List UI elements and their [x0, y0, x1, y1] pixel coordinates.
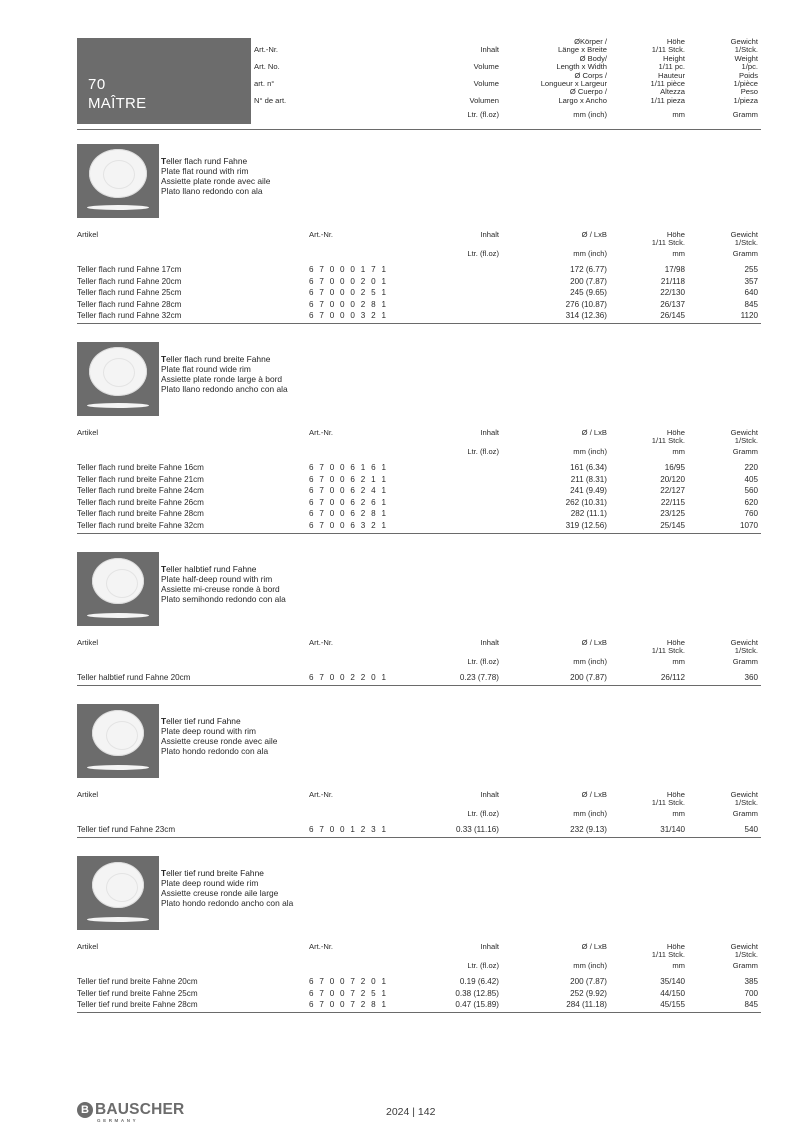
cell-artnr: 6 7 0 0 6 2 8 1 — [309, 509, 388, 519]
col-unit-height: mm — [672, 809, 685, 818]
plate-side-view — [87, 917, 149, 922]
header-label: Gewicht — [730, 37, 758, 46]
table-row — [77, 277, 761, 289]
header-label: Ø Corps / — [574, 70, 607, 80]
col-label-height: Höhe — [666, 942, 685, 951]
col-label-height-sub: 1/11 Stck. — [651, 646, 685, 655]
table-row — [77, 486, 761, 498]
table-row — [77, 989, 761, 1001]
header-height-labels — [617, 38, 685, 105]
plate-top-view — [89, 347, 147, 396]
col-label-height: Höhe — [666, 638, 685, 647]
cell-weight: 845 — [744, 1000, 758, 1010]
table-row — [77, 521, 761, 533]
col-label-height: Höhe — [666, 230, 685, 239]
header-label: Volumen — [469, 95, 499, 105]
cell-weight: 560 — [744, 486, 758, 496]
cell-height: 22/127 — [660, 486, 685, 496]
col-unit-height: mm — [672, 447, 685, 456]
col-label-inhalt: Inhalt — [480, 230, 499, 239]
cell-height: 20/120 — [660, 474, 685, 484]
cell-height: 17/98 — [664, 265, 685, 274]
product-title: Teller tief rund Fahne — [161, 716, 241, 726]
header-label: 1/pc. — [741, 62, 758, 72]
product-translation: Assiette mi-creuse ronde à bord — [161, 584, 280, 594]
product-title: Teller flach rund breite Fahne — [161, 354, 271, 364]
col-unit-dimension: mm (inch) — [573, 657, 607, 666]
header-label: Weight — [734, 53, 758, 63]
table-row — [77, 1000, 761, 1012]
cell-article: Teller flach rund breite Fahne 32cm — [77, 521, 204, 530]
cell-volume: 0.33 (11.16) — [455, 825, 499, 834]
header-label: Poids — [739, 70, 758, 80]
col-unit-dimension: mm (inch) — [573, 961, 607, 970]
series-title-box — [77, 38, 251, 124]
cell-height: 16/95 — [664, 463, 685, 472]
col-label-inhalt: Inhalt — [480, 790, 499, 799]
product-section — [77, 552, 761, 686]
cell-artnr: 6 7 0 0 2 2 0 1 — [309, 673, 388, 682]
cell-article: Teller flach rund Fahne 17cm — [77, 265, 182, 274]
product-description — [161, 716, 311, 756]
col-label-weight-sub: 1/Stck. — [734, 436, 758, 445]
header-label: N° de art. — [254, 95, 287, 105]
cell-height: 44/150 — [660, 988, 685, 998]
product-translation: Plato llano redondo con ala — [161, 186, 263, 196]
cell-article: Teller flach rund breite Fahne 16cm — [77, 463, 204, 472]
plate-top-view — [92, 710, 144, 756]
col-unit-dimension: mm (inch) — [573, 249, 607, 258]
col-unit-weight: Gramm — [732, 809, 758, 818]
col-label-weight: Gewicht — [730, 638, 758, 647]
table-row — [77, 475, 761, 487]
cell-artnr: 6 7 0 0 7 2 0 1 — [309, 977, 388, 986]
product-section — [77, 856, 761, 1013]
header-label: Length x Width — [556, 62, 607, 72]
cell-article: Teller flach rund breite Fahne 26cm — [77, 497, 204, 507]
cell-weight: 220 — [744, 463, 758, 472]
cell-artnr: 6 7 0 0 0 2 8 1 — [309, 299, 388, 309]
bauscher-logo — [77, 1101, 197, 1125]
cell-weight: 405 — [744, 474, 758, 484]
header-unit-volume: Ltr. (fl.oz) — [467, 110, 499, 119]
col-label-artikel: Artikel — [77, 638, 99, 647]
product-translation: Assiette plate ronde large à bord — [161, 374, 283, 384]
col-label-artikel: Artikel — [77, 428, 99, 437]
col-label-weight-sub: 1/Stck. — [734, 238, 758, 247]
logo-brand: BAUSCHER — [95, 1101, 185, 1118]
product-title: Teller flach rund Fahne — [161, 156, 248, 166]
table-row — [77, 825, 761, 837]
col-unit-volume: Ltr. (fl.oz) — [467, 657, 499, 666]
product-image — [77, 704, 159, 778]
product-section — [77, 144, 761, 324]
col-unit-height: mm — [672, 961, 685, 970]
header-label: Art. No. — [254, 62, 280, 72]
header-label: Inhalt — [480, 45, 499, 55]
header-label: 1/Stck. — [734, 45, 758, 55]
col-label-inhalt: Inhalt — [480, 942, 499, 951]
header-inhalt-labels — [417, 38, 499, 105]
cell-weight: 845 — [744, 299, 758, 309]
cell-height: 35/140 — [660, 977, 685, 986]
cell-weight: 360 — [744, 673, 758, 682]
col-unit-dimension: mm (inch) — [573, 809, 607, 818]
header-weight-labels — [687, 38, 758, 105]
series-number: 70 — [88, 76, 106, 93]
cell-article: Teller flach rund breite Fahne 21cm — [77, 474, 204, 484]
product-image — [77, 856, 159, 930]
cell-dimension: 200 (7.87) — [570, 977, 607, 986]
col-label-height: Höhe — [666, 428, 685, 437]
col-unit-volume: Ltr. (fl.oz) — [467, 961, 499, 970]
cell-weight: 760 — [744, 509, 758, 519]
table-row — [77, 300, 761, 312]
table-row — [77, 509, 761, 521]
header-label: Ø Cuerpo / — [569, 87, 607, 97]
cell-dimension: 262 (10.31) — [565, 497, 607, 507]
cell-height: 22/115 — [660, 497, 685, 507]
cell-dimension: 172 (6.77) — [570, 265, 607, 274]
cell-article: Teller flach rund Fahne 28cm — [77, 299, 182, 309]
cell-artnr: 6 7 0 0 0 1 7 1 — [309, 265, 388, 274]
plate-side-view — [87, 403, 149, 408]
cell-weight: 255 — [744, 265, 758, 274]
cell-artnr: 6 7 0 0 7 2 8 1 — [309, 1000, 388, 1010]
header-label: 1/11 Stck. — [651, 45, 685, 55]
product-title: Teller tief rund breite Fahne — [161, 868, 264, 878]
cell-height: 26/112 — [660, 673, 685, 682]
product-translation: Plato hondo redondo con ala — [161, 746, 269, 756]
header-label: Altezza — [660, 87, 685, 97]
cell-height: 21/118 — [660, 276, 685, 286]
col-label-artikel: Artikel — [77, 230, 99, 239]
product-description — [161, 868, 311, 908]
cell-weight: 620 — [744, 497, 758, 507]
col-label-artnr: Art.-Nr. — [309, 428, 334, 437]
cell-article: Teller tief rund breite Fahne 20cm — [77, 977, 198, 986]
col-label-artnr: Art.-Nr. — [309, 638, 334, 647]
col-label-weight: Gewicht — [730, 428, 758, 437]
cell-dimension: 252 (9.92) — [570, 988, 607, 998]
cell-dimension: 284 (11.18) — [566, 1000, 607, 1010]
cell-article: Teller flach rund breite Fahne 28cm — [77, 509, 204, 519]
header-label: Länge x Breite — [558, 45, 607, 55]
plate-side-view — [87, 765, 149, 770]
cell-article: Teller flach rund Fahne 25cm — [77, 288, 182, 298]
header-body-labels — [517, 38, 607, 105]
cell-weight: 357 — [744, 276, 758, 286]
product-description — [161, 156, 311, 196]
header-unit-weight: Gramm — [732, 110, 758, 119]
product-translation: Assiette creuse ronde aile large — [161, 888, 279, 898]
product-image — [77, 342, 159, 416]
table-row — [77, 977, 761, 989]
col-label-height-sub: 1/11 Stck. — [651, 798, 685, 807]
cell-dimension: 200 (7.87) — [570, 276, 607, 286]
col-label-dimension: Ø / LxB — [581, 638, 607, 647]
cell-weight: 700 — [744, 988, 758, 998]
cell-volume: 0.38 (12.85) — [455, 988, 499, 998]
cell-artnr: 6 7 0 0 7 2 5 1 — [309, 988, 388, 998]
product-image — [77, 144, 159, 218]
cell-height: 25/145 — [660, 521, 685, 530]
cell-artnr: 6 7 0 0 0 2 0 1 — [309, 276, 388, 286]
logo-mark-icon: B — [77, 1102, 93, 1118]
cell-artnr: 6 7 0 0 6 2 1 1 — [309, 474, 388, 484]
header-label: Longueur x Largeur — [540, 78, 607, 88]
cell-dimension: 200 (7.87) — [570, 673, 607, 682]
header-label: Art.-Nr. — [254, 45, 279, 55]
cell-article: Teller tief rund breite Fahne 28cm — [77, 1000, 198, 1010]
product-description — [161, 354, 311, 394]
cell-artnr: 6 7 0 0 0 3 2 1 — [309, 311, 388, 321]
col-label-inhalt: Inhalt — [480, 428, 499, 437]
col-unit-volume: Ltr. (fl.oz) — [467, 809, 499, 818]
series-name: MAÎTRE — [88, 95, 147, 112]
col-label-height: Höhe — [666, 790, 685, 799]
page-number: 2024 | 142 — [386, 1106, 436, 1118]
col-unit-volume: Ltr. (fl.oz) — [467, 447, 499, 456]
col-label-weight: Gewicht — [730, 942, 758, 951]
logo-subline: GERMANY — [97, 1118, 139, 1123]
col-label-height-sub: 1/11 Stck. — [651, 436, 685, 445]
cell-weight: 1120 — [740, 311, 758, 321]
col-unit-weight: Gramm — [732, 961, 758, 970]
col-label-dimension: Ø / LxB — [581, 942, 607, 951]
plate-side-view — [87, 205, 149, 210]
col-unit-height: mm — [672, 657, 685, 666]
col-label-artikel: Artikel — [77, 942, 99, 951]
header-label: 1/pièce — [733, 78, 758, 88]
cell-volume: 0.19 (6.42) — [459, 977, 499, 986]
cell-volume: 0.23 (7.78) — [459, 673, 499, 682]
cell-article: Teller flach rund breite Fahne 24cm — [77, 486, 204, 496]
cell-artnr: 6 7 0 0 1 2 3 1 — [309, 825, 388, 834]
header-label: 1/pieza — [733, 95, 758, 105]
product-translation: Plate deep round wide rim — [161, 878, 259, 888]
header-label: ØKörper / — [574, 37, 607, 46]
col-label-weight-sub: 1/Stck. — [734, 798, 758, 807]
col-label-dimension: Ø / LxB — [581, 230, 607, 239]
header-label: Volume — [473, 62, 499, 72]
cell-weight: 1070 — [739, 521, 758, 530]
cell-height: 31/140 — [660, 825, 685, 834]
cell-article: Teller halbtief rund Fahne 20cm — [77, 673, 191, 682]
col-unit-dimension: mm (inch) — [573, 447, 607, 456]
col-label-weight: Gewicht — [730, 790, 758, 799]
cell-artnr: 6 7 0 0 6 3 2 1 — [309, 521, 388, 530]
header-unit-height: mm — [672, 110, 685, 119]
product-translation: Assiette creuse ronde avec aile — [161, 736, 278, 746]
header-label: Hauteur — [657, 70, 685, 80]
plate-top-view — [92, 558, 144, 604]
cell-artnr: 6 7 0 0 0 2 5 1 — [309, 288, 388, 298]
product-translation: Plate flat round with rim — [161, 166, 249, 176]
product-image — [77, 552, 159, 626]
col-label-dimension: Ø / LxB — [581, 790, 607, 799]
product-description — [161, 564, 311, 604]
cell-artnr: 6 7 0 0 6 1 6 1 — [309, 463, 388, 472]
cell-dimension: 276 (10.87) — [565, 299, 607, 309]
col-unit-weight: Gramm — [732, 447, 758, 456]
col-label-artnr: Art.-Nr. — [309, 230, 334, 239]
header-label: Height — [663, 53, 685, 63]
table-row — [77, 498, 761, 510]
col-label-inhalt: Inhalt — [480, 638, 499, 647]
cell-dimension: 241 (9.49) — [570, 486, 607, 496]
cell-article: Teller flach rund Fahne 32cm — [77, 311, 182, 321]
product-translation: Assiette plate ronde avec aile — [161, 176, 271, 186]
product-translation: Plate flat round wide rim — [161, 364, 251, 374]
cell-dimension: 232 (9.13) — [570, 825, 607, 834]
cell-height: 26/137 — [660, 299, 685, 309]
product-translation: Plato semihondo redondo con ala — [161, 594, 286, 604]
col-label-height-sub: 1/11 Stck. — [651, 950, 685, 959]
table-row — [77, 673, 761, 685]
col-label-artnr: Art.-Nr. — [309, 790, 334, 799]
cell-weight: 385 — [744, 977, 758, 986]
table-row — [77, 288, 761, 300]
col-label-height-sub: 1/11 Stck. — [651, 238, 685, 247]
col-label-weight-sub: 1/Stck. — [734, 950, 758, 959]
cell-dimension: 161 (6.34) — [570, 463, 607, 472]
plate-top-view — [89, 149, 147, 198]
cell-dimension: 314 (12.36) — [565, 311, 607, 321]
cell-dimension: 245 (9.65) — [570, 288, 607, 298]
cell-dimension: 211 (8.31) — [570, 474, 607, 484]
header-label: 1/11 pc. — [658, 62, 685, 72]
cell-height: 22/130 — [660, 288, 685, 298]
cell-article: Teller tief rund Fahne 23cm — [77, 825, 176, 834]
product-section — [77, 342, 761, 534]
table-row — [77, 463, 761, 475]
col-label-artnr: Art.-Nr. — [309, 942, 334, 951]
header-label: Höhe — [666, 37, 685, 46]
cell-volume: 0.47 (15.89) — [455, 1000, 499, 1010]
product-translation: Plate deep round with rim — [161, 726, 256, 736]
header-unit-dimension: mm (inch) — [573, 110, 607, 119]
product-translation: Plate half-deep round with rim — [161, 574, 273, 584]
cell-article: Teller tief rund breite Fahne 25cm — [77, 988, 198, 998]
cell-height: 26/145 — [660, 311, 685, 321]
plate-side-view — [87, 613, 149, 618]
cell-artnr: 6 7 0 0 6 2 4 1 — [309, 486, 388, 496]
cell-height: 45/155 — [660, 1000, 685, 1010]
header-label: 1/11 pieza — [650, 95, 685, 105]
cell-artnr: 6 7 0 0 6 2 6 1 — [309, 497, 388, 507]
col-unit-weight: Gramm — [732, 249, 758, 258]
cell-weight: 540 — [744, 825, 758, 834]
col-unit-volume: Ltr. (fl.oz) — [467, 249, 499, 258]
product-translation: Plato hondo redondo ancho con ala — [161, 898, 294, 908]
col-unit-height: mm — [672, 249, 685, 258]
catalog-header — [77, 38, 761, 130]
col-label-weight: Gewicht — [730, 230, 758, 239]
table-row — [77, 265, 761, 277]
header-label: Volume — [473, 78, 499, 88]
cell-dimension: 282 (11.1) — [570, 509, 607, 519]
cell-weight: 640 — [744, 288, 758, 298]
col-label-dimension: Ø / LxB — [581, 428, 607, 437]
table-row — [77, 311, 761, 323]
cell-dimension: 319 (12.56) — [565, 521, 607, 530]
header-label: Largo x Ancho — [558, 95, 607, 105]
header-artnr-labels — [254, 38, 334, 105]
product-section — [77, 704, 761, 838]
product-translation: Plato llano redondo ancho con ala — [161, 384, 288, 394]
col-label-weight-sub: 1/Stck. — [734, 646, 758, 655]
header-label: Peso — [740, 87, 758, 97]
header-label: Ø Body/ — [579, 53, 607, 63]
col-label-artikel: Artikel — [77, 790, 99, 799]
plate-top-view — [92, 862, 144, 908]
product-title: Teller halbtief rund Fahne — [161, 564, 257, 574]
cell-article: Teller flach rund Fahne 20cm — [77, 276, 182, 286]
header-label: art. n° — [254, 78, 275, 88]
header-label: 1/11 pièce — [650, 78, 685, 88]
cell-height: 23/125 — [660, 509, 685, 519]
col-unit-weight: Gramm — [732, 657, 758, 666]
